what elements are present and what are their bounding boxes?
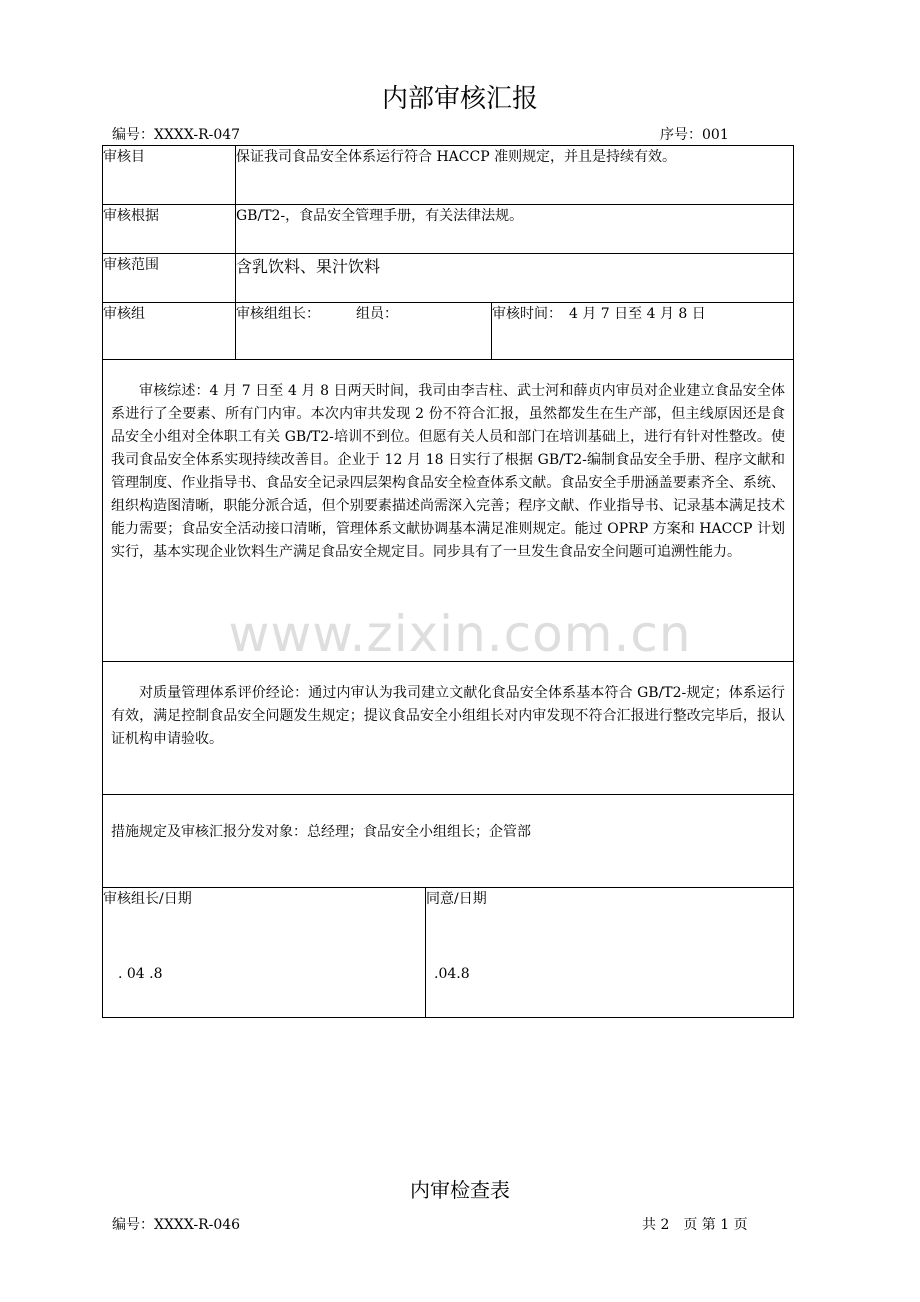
distribution-row	[103, 795, 794, 888]
audit-leader-date: . 04 .8	[118, 966, 163, 982]
checklist-title: 内审检查表	[410, 1178, 510, 1202]
team-label: 审核组	[103, 303, 236, 360]
objective-value: 保证我司食品安全体系运行符合 HACCP 准则规定，并且是持续有效。	[236, 146, 794, 205]
team-row	[103, 303, 794, 360]
serial-number: 序号：001	[660, 127, 729, 143]
objective-label: 审核目	[103, 146, 236, 205]
conclusion-row	[103, 662, 794, 795]
audit-report-table	[102, 145, 794, 1018]
audit-summary: 审核综述：4 月 7 日至 4 月 8 日两天时间，我司由李吉柱、武士河和薛贞内审员对企业建立食品安全体系进行了全要素、所有门内审。本次内审共发现 2 份不符合汇报，虽然都发生在生产部，但主线原因还是食品安全小组对全体职工有关 GB/T2-培训不到位。但愿有关人员和部门在培训基础上，进行有针对性整改。使我司食品安全体系实现持续改善目。企业于 12 月 18 日实行了根据 GB/T2-编制食品安全手册、程序文献和管理制度、作业指导书、食品安全记录四层架构食品安全检查体系文献。食品安全手册涵盖要素齐全、系统、组织构造图清晰，职能分派合适，但个别要素描述尚需深入完善；程序文献、作业指导书、记录基本满足技术能力需要；食品安全活动接口清晰，管理体系文献协调基本满足准则规定。能过 OPRP 方案和 HACCP 计划实行，基本实现企业饮料生产满足食品安全规定目。同步具有了一旦发生食品安全问题可追溯性能力。	[111, 383, 786, 560]
team-leader-label: 审核组组长：	[236, 306, 320, 322]
watermark: www.zixin.com.cn	[228, 605, 692, 663]
team-member-label: 组员：	[356, 306, 398, 322]
basis-row	[103, 205, 794, 254]
evaluation-conclusion: 对质量管理体系评价经论：通过内审认为我司建立文献化食品安全体系基本符合 GB/T2-规定；体系运行有效，满足控制食品安全问题发生规定；提议食品安全小组组长对内审发现不符合汇报进行整改完毕后，报认证机构申请验收。	[111, 685, 786, 747]
basis-value: GB/T2-，食品安全管理手册，有关法律法规。	[236, 205, 794, 254]
scope-label: 审核范围	[103, 254, 236, 303]
document-code: 编号：XXXX-R-047	[112, 127, 241, 143]
scope-row	[103, 254, 794, 303]
team-members-cell	[236, 303, 492, 360]
objective-row	[103, 146, 794, 205]
approval-date: .04.8	[434, 966, 470, 982]
distribution-text: 措施规定及审核汇报分发对象：总经理；食品安全小组组长；企管部	[111, 824, 531, 840]
report-title: 内部审核汇报	[381, 84, 538, 114]
approval-date-label: 同意/日期	[426, 888, 794, 1018]
signature-row	[103, 888, 794, 1018]
audit-leader-date-label: 审核组长/日期	[103, 888, 426, 1018]
audit-time: 审核时间： 4 月 7 日至 4 月 8 日	[492, 303, 794, 360]
page-indicator: 共 2 页 第 1 页	[642, 1217, 748, 1233]
checklist-code: 编号：XXXX-R-046	[112, 1217, 241, 1233]
scope-value: 含乳饮料、果汁饮料	[236, 254, 794, 303]
basis-label: 审核根据	[103, 205, 236, 254]
